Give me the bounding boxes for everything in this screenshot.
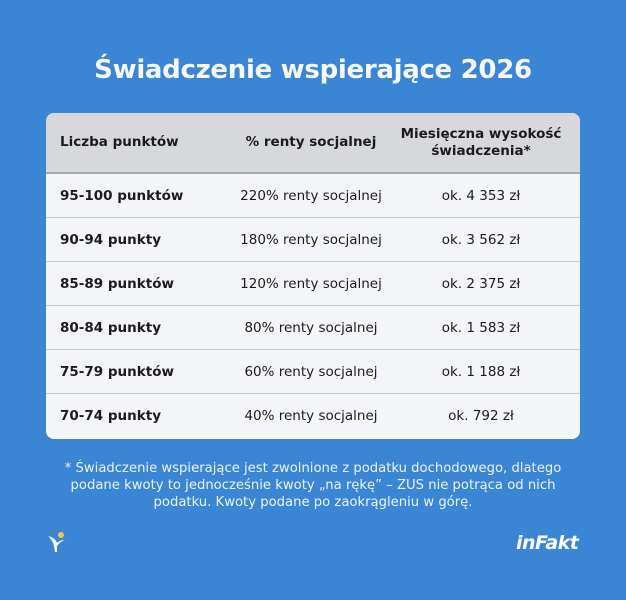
amount-cell: ok. 4 353 zł — [441, 187, 521, 204]
percent-cell: 60% renty socjalnej — [244, 363, 378, 380]
percent-cell: 220% renty socjalnej — [240, 187, 382, 204]
points-cell: 75-79 punktów — [60, 363, 174, 380]
infakt-logo: inFakt — [516, 532, 579, 554]
amount-cell: ok. 1 583 zł — [441, 319, 521, 336]
header-points: Liczba punktów — [60, 134, 179, 150]
footnote: * Świadczenie wspierające jest zwolnione z podatku dochodowego, dlatego podane kwoty to jednocześnie kwoty „na rękę” – ZUS nie potrąca od nich podatku. Kwoty podane po zaokrągleniu w górę. — [64, 461, 562, 510]
amount-cell: ok. 1 188 zł — [441, 363, 521, 380]
points-cell: 85-89 punktów — [60, 275, 174, 292]
points-cell: 80-84 punkty — [60, 319, 161, 336]
percent-cell: 80% renty socjalnej — [244, 319, 378, 336]
table-header-row — [46, 113, 580, 174]
amount-cell: ok. 3 562 zł — [441, 231, 521, 248]
percent-cell: 40% renty socjalnej — [244, 408, 378, 424]
page-title: Świadczenie wspierające 2026 — [94, 55, 532, 85]
table-row — [46, 394, 580, 438]
benefit-table — [46, 113, 580, 439]
amount-cell: ok. 792 zł — [448, 408, 514, 424]
table-row — [46, 350, 580, 394]
table-row — [46, 262, 580, 306]
table-row — [46, 218, 580, 262]
amount-cell: ok. 2 375 zł — [441, 275, 521, 292]
bird-icon — [44, 530, 68, 556]
percent-cell: 180% renty socjalnej — [240, 231, 382, 248]
table-row — [46, 174, 580, 218]
header-monthly-amount: Miesięczna wysokość świadczenia* — [400, 125, 562, 159]
header-percent: % renty socjalnej — [245, 134, 377, 150]
points-cell: 95-100 punktów — [60, 187, 184, 204]
points-cell: 70-74 punkty — [60, 408, 161, 424]
points-cell: 90-94 punkty — [60, 231, 161, 248]
table-row — [46, 306, 580, 350]
percent-cell: 120% renty socjalnej — [240, 275, 382, 292]
